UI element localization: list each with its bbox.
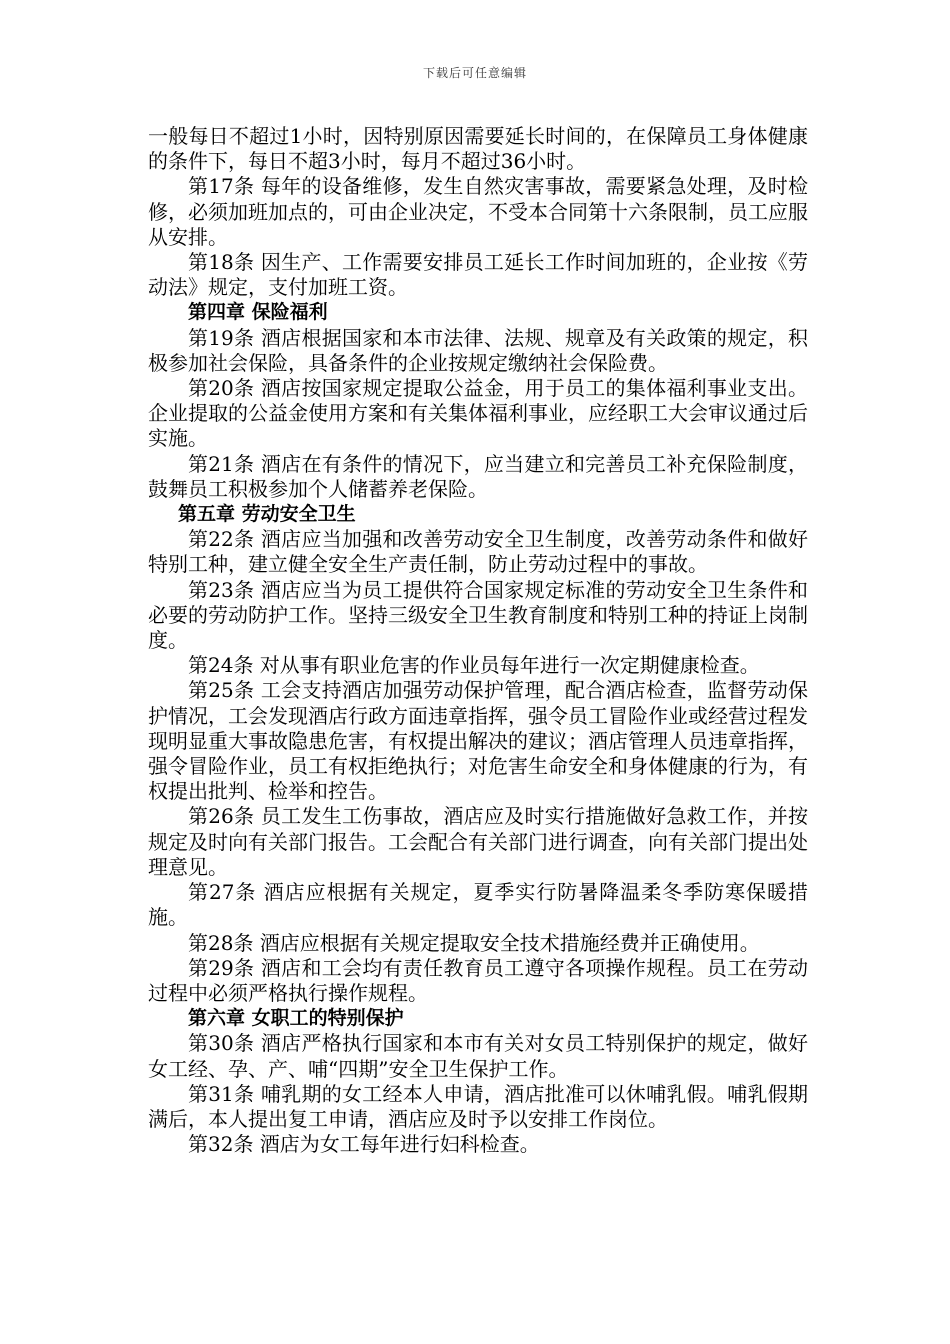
article-19: 第19条 酒店根据国家和本市法律、法规、规章及有关政策的规定，积极参加社会保险，具备条件的企业按规定缴纳社会保险费。 [148, 325, 808, 375]
article-24: 第24条 对从事有职业危害的作业员每年进行一次定期健康检查。 [188, 653, 760, 678]
article-26: 第26条 员工发生工伤事故，酒店应及时实行措施做好急救工作，并按规定及时向有关部门报告。工会配合有关部门进行调查，向有关部门提出处理意见。 [148, 804, 808, 879]
article-27: 第27条 酒店应根据有关规定，夏季实行防暑降温柔冬季防寒保暖措施。 [148, 880, 808, 930]
chapter-6-heading: 第六章 女职工的特别保护 [188, 1007, 404, 1030]
article-23: 第23条 酒店应当为员工提供符合国家规定标准的劳动安全卫生条件和必要的劳动防护工作。坚持三级安全卫生教育制度和特别工种的持证上岗制度。 [148, 577, 808, 653]
article-28: 第28条 酒店应根据有关规定提取安全技术措施经费并正确使用。 [188, 930, 760, 955]
article-21: 第21条 酒店在有条件的情况下，应当建立和完善员工补充保险制度，鼓舞员工积极参加个人储蓄养老保险。 [148, 451, 808, 501]
chapter-4-heading: 第四章 保险福利 [188, 301, 328, 324]
article-17: 第17条 每年的设备维修，发生自然灾害事故，需要紧急处理，及时检修，必须加班加点的，可由企业决定，不受本合同第十六条限制，员工应服从安排。 [148, 174, 808, 249]
paragraph-intro: 一般每日不超过1小时，因特别原因需要延长时间的，在保障员工身体健康的条件下，每日不超3小时，每月不超过36小时。 [148, 124, 808, 174]
article-32: 第32条 酒店为女工每年进行妇科检查。 [188, 1132, 540, 1157]
chapter-5-heading: 第五章 劳动安全卫生 [178, 503, 356, 526]
article-20: 第20条 酒店按国家规定提取公益金，用于员工的集体福利事业支出。企业提取的公益金使用方案和有关集体福利事业，应经职工大会审议通过后实施。 [148, 376, 808, 451]
article-22: 第22条 酒店应当加强和改善劳动安全卫生制度，改善劳动条件和做好特别工种，建立健全安全生产责任制，防止劳动过程中的事故。 [148, 527, 808, 577]
article-25: 第25条 工会支持酒店加强劳动保护管理，配合酒店检查，监督劳动保护情况，工会发现酒店行政方面违章指挥，强令员工冒险作业或经营过程发现明显重大事故隐患危害，有权提出解决的建议；酒店管理人员违章指挥，强令冒险作业，员工有权拒绝执行；对危害生命安全和身体健康的行为，有权提出批判、检举和控告。 [148, 678, 808, 804]
page-header-note: 下载后可任意编辑 [422, 66, 527, 80]
article-30: 第30条 酒店严格执行国家和本市有关对女员工特别保护的规定，做好女工经、孕、产、哺“四期”安全卫生保护工作。 [148, 1031, 808, 1081]
document-body [148, 124, 808, 1157]
article-29: 第29条 酒店和工会均有责任教育员工遵守各项操作规程。员工在劳动过程中必须严格执行操作规程。 [148, 955, 808, 1005]
article-18: 第18条 因生产、工作需要安排员工延长工作时间加班的，企业按《劳动法》规定，支付加班工资。 [148, 250, 808, 300]
article-31: 第31条 哺乳期的女工经本人申请，酒店批准可以休哺乳假。哺乳假期满后，本人提出复工申请，酒店应及时予以安排工作岗位。 [148, 1081, 808, 1131]
